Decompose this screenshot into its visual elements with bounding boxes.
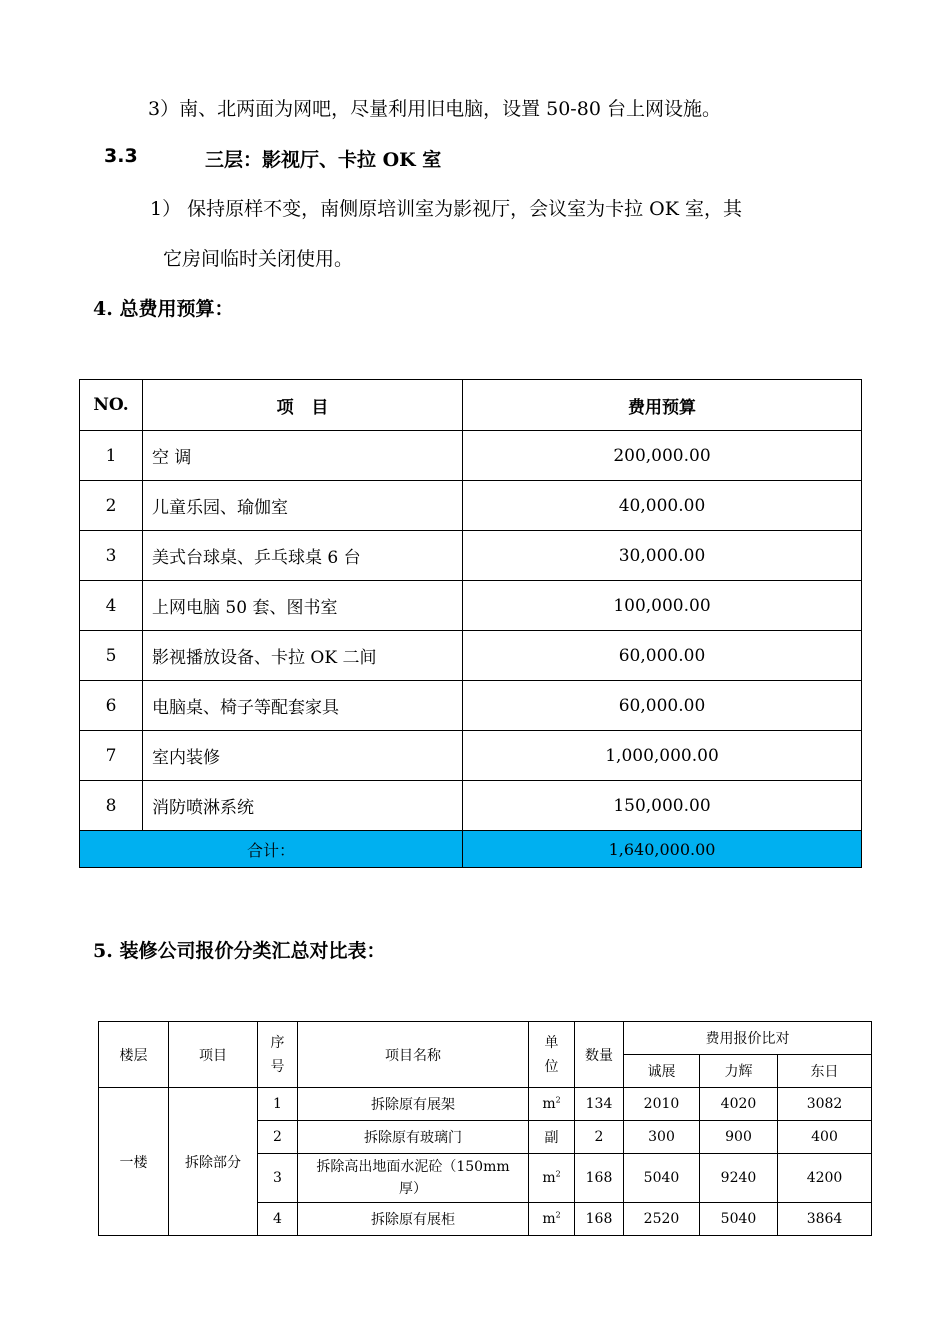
paragraph-item-1-line1: 1） 保持原样不变，南侧原培训室为影视厅，会议室为卡拉 OK 室，其 xyxy=(150,198,742,220)
section-heading: 三层：影视厅、卡拉 OK 室 xyxy=(205,149,442,171)
row-price-1: 2010 xyxy=(624,1088,700,1121)
company-3: 东日 xyxy=(778,1055,872,1088)
row-qty: 2 xyxy=(575,1121,624,1154)
compare-heading: 5. 装修公司报价分类汇总对比表： xyxy=(93,940,386,962)
header-floor: 楼层 xyxy=(99,1022,169,1088)
header-qty: 数量 xyxy=(575,1022,624,1088)
row-qty: 134 xyxy=(575,1088,624,1121)
floor-cell: 一楼 xyxy=(99,1088,169,1236)
table-row xyxy=(80,631,862,681)
row-budget: 60,000.00 xyxy=(463,681,862,731)
table-row xyxy=(80,481,862,531)
quote-compare-table xyxy=(98,1021,872,1236)
row-item: 儿童乐园、瑜伽室 xyxy=(143,481,463,531)
row-unit: $m^2$ xyxy=(529,1154,575,1203)
row-no: 6 xyxy=(80,681,143,731)
table-row xyxy=(80,781,862,831)
row-price-1: 300 xyxy=(624,1121,700,1154)
row-budget: 60,000.00 xyxy=(463,631,862,681)
row-price-3: 3864 xyxy=(778,1203,872,1236)
row-unit: 副 xyxy=(529,1121,575,1154)
row-seq: 1 xyxy=(258,1088,298,1121)
row-price-1: 5040 xyxy=(624,1154,700,1203)
total-row xyxy=(80,831,862,868)
table-row xyxy=(80,581,862,631)
budget-table xyxy=(79,379,862,868)
row-budget: 200,000.00 xyxy=(463,431,862,481)
table-row xyxy=(80,731,862,781)
row-no: 8 xyxy=(80,781,143,831)
header-budget: 费用预算 xyxy=(463,380,862,431)
row-price-2: 5040 xyxy=(700,1203,778,1236)
paragraph-item-1-line2: 它房间临时关闭使用。 xyxy=(163,248,354,270)
header-compare: 费用报价比对 xyxy=(624,1022,872,1055)
row-item: 消防喷淋系统 xyxy=(143,781,463,831)
row-unit: $m^2$ xyxy=(529,1088,575,1121)
row-seq: 3 xyxy=(258,1154,298,1203)
row-item: 电脑桌、椅子等配套家具 xyxy=(143,681,463,731)
row-seq: 2 xyxy=(258,1121,298,1154)
row-price-3: 400 xyxy=(778,1121,872,1154)
row-name: 拆除原有玻璃门 xyxy=(298,1121,529,1154)
row-price-2: 900 xyxy=(700,1121,778,1154)
header-item: 项 目 xyxy=(143,380,463,431)
section-number: 3.3 xyxy=(104,145,138,167)
table-row xyxy=(80,681,862,731)
budget-heading: 4. 总费用预算： xyxy=(93,298,234,320)
row-budget: 1,000,000.00 xyxy=(463,731,862,781)
row-name: 拆除高出地面水泥砼（150mm 厚） xyxy=(298,1154,529,1203)
row-no: 1 xyxy=(80,431,143,481)
table-row xyxy=(80,531,862,581)
table-header-row xyxy=(80,380,862,431)
row-no: 3 xyxy=(80,531,143,581)
row-budget: 150,000.00 xyxy=(463,781,862,831)
row-item: 空 调 xyxy=(143,431,463,481)
row-no: 5 xyxy=(80,631,143,681)
header-name: 项目名称 xyxy=(298,1022,529,1088)
category-cell: 拆除部分 xyxy=(169,1088,258,1236)
row-price-3: 3082 xyxy=(778,1088,872,1121)
row-qty: 168 xyxy=(575,1154,624,1203)
company-1: 诚展 xyxy=(624,1055,700,1088)
total-value: 1,640,000.00 xyxy=(463,831,862,868)
row-no: 4 xyxy=(80,581,143,631)
header-seq: 序号 xyxy=(258,1022,298,1088)
row-budget: 30,000.00 xyxy=(463,531,862,581)
total-label: 合计： xyxy=(80,831,463,868)
header-no: NO. xyxy=(80,380,143,431)
row-no: 2 xyxy=(80,481,143,531)
header-unit: 单位 xyxy=(529,1022,575,1088)
row-price-2: 4020 xyxy=(700,1088,778,1121)
paragraph-item-3: 3）南、北两面为网吧，尽量利用旧电脑，设置 50-80 台上网设施。 xyxy=(148,98,721,120)
row-price-3: 4200 xyxy=(778,1154,872,1203)
row-item: 上网电脑 50 套、图书室 xyxy=(143,581,463,631)
row-name: 拆除原有展架 xyxy=(298,1088,529,1121)
company-2: 力辉 xyxy=(700,1055,778,1088)
row-name: 拆除原有展柜 xyxy=(298,1203,529,1236)
row-price-1: 2520 xyxy=(624,1203,700,1236)
row-item: 室内装修 xyxy=(143,731,463,781)
row-unit: $m^2$ xyxy=(529,1203,575,1236)
row-budget: 40,000.00 xyxy=(463,481,862,531)
row-no: 7 xyxy=(80,731,143,781)
row-seq: 4 xyxy=(258,1203,298,1236)
header-item: 项目 xyxy=(169,1022,258,1088)
row-budget: 100,000.00 xyxy=(463,581,862,631)
table-row xyxy=(80,431,862,481)
row-price-2: 9240 xyxy=(700,1154,778,1203)
table-row xyxy=(99,1088,872,1121)
compare-header-row xyxy=(99,1022,872,1055)
row-qty: 168 xyxy=(575,1203,624,1236)
row-item: 影视播放设备、卡拉 OK 二间 xyxy=(143,631,463,681)
row-item: 美式台球桌、乒乓球桌 6 台 xyxy=(143,531,463,581)
